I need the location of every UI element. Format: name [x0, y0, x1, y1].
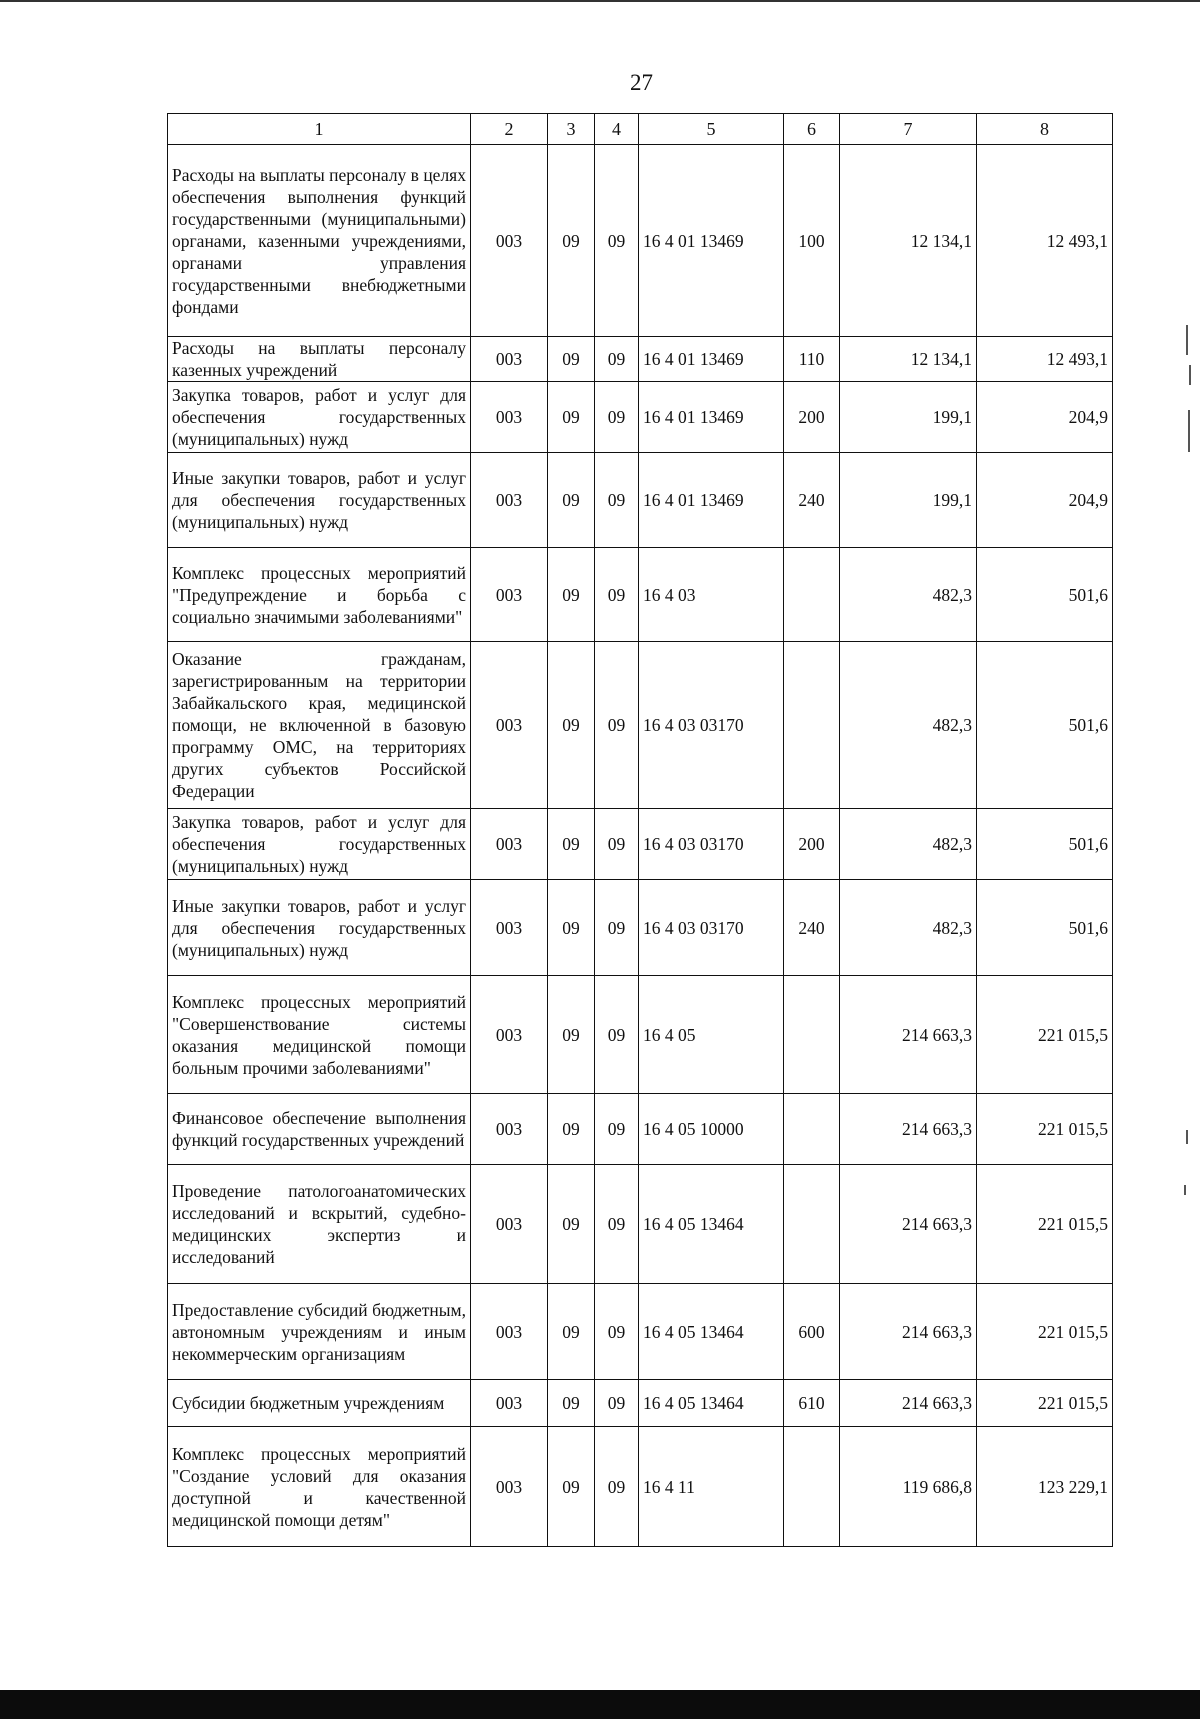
target-article-code: 16 4 01 13469: [639, 382, 784, 453]
expense-type-code: [784, 548, 840, 642]
table-row: [168, 1284, 1113, 1380]
expense-type-code: 200: [784, 809, 840, 880]
section-code: 09: [548, 337, 595, 382]
section-code: 09: [548, 1427, 595, 1547]
table-row: [168, 382, 1113, 453]
row-description: Субсидии бюджетным учреждениям: [168, 1380, 471, 1427]
header-col-5: 5: [639, 114, 784, 145]
scan-artifact: [1189, 365, 1191, 385]
row-description: Закупка товаров, работ и услуг для обеспечения государственных (муниципальных) нужд: [168, 809, 471, 880]
expense-type-code: [784, 642, 840, 809]
amount-col-7: 214 663,3: [840, 976, 977, 1094]
target-article-code: 16 4 03 03170: [639, 880, 784, 976]
section-code: 09: [548, 145, 595, 337]
target-article-code: 16 4 03 03170: [639, 642, 784, 809]
amount-col-7: 482,3: [840, 642, 977, 809]
table-row: [168, 809, 1113, 880]
amount-col-7: 482,3: [840, 809, 977, 880]
header-col-8: 8: [977, 114, 1113, 145]
target-article-code: 16 4 05 13464: [639, 1165, 784, 1284]
amount-col-8: 221 015,5: [977, 976, 1113, 1094]
header-col-6: 6: [784, 114, 840, 145]
expense-type-code: [784, 1165, 840, 1284]
amount-col-7: 119 686,8: [840, 1427, 977, 1547]
scan-bottom-edge: [0, 1690, 1200, 1719]
subsection-code: 09: [595, 1094, 639, 1165]
row-description: Иные закупки товаров, работ и услуг для обеспечения государственных (муниципальных) нужд: [168, 453, 471, 548]
target-article-code: 16 4 05: [639, 976, 784, 1094]
amount-col-7: 12 134,1: [840, 337, 977, 382]
expense-type-code: [784, 1094, 840, 1165]
ministry-code: 003: [471, 1094, 548, 1165]
ministry-code: 003: [471, 1380, 548, 1427]
header-col-7: 7: [840, 114, 977, 145]
table-row: [168, 337, 1113, 382]
amount-col-8: 12 493,1: [977, 337, 1113, 382]
section-code: 09: [548, 1094, 595, 1165]
section-code: 09: [548, 1380, 595, 1427]
section-code: 09: [548, 453, 595, 548]
section-code: 09: [548, 809, 595, 880]
row-description: Комплекс процессных мероприятий "Предупреждение и борьба с социально значимыми заболеваниями": [168, 548, 471, 642]
table-row: [168, 1165, 1113, 1284]
expense-type-code: 110: [784, 337, 840, 382]
table-row: [168, 1427, 1113, 1547]
subsection-code: 09: [595, 880, 639, 976]
row-description: Закупка товаров, работ и услуг для обеспечения государственных (муниципальных) нужд: [168, 382, 471, 453]
expense-type-code: 240: [784, 880, 840, 976]
expense-type-code: 100: [784, 145, 840, 337]
expense-type-code: 200: [784, 382, 840, 453]
ministry-code: 003: [471, 548, 548, 642]
subsection-code: 09: [595, 337, 639, 382]
scan-artifact: [1186, 1130, 1188, 1144]
ministry-code: 003: [471, 1284, 548, 1380]
target-article-code: 16 4 05 13464: [639, 1284, 784, 1380]
ministry-code: 003: [471, 453, 548, 548]
table-row: [168, 453, 1113, 548]
scan-artifact: [1186, 325, 1188, 355]
amount-col-7: 214 663,3: [840, 1094, 977, 1165]
expense-type-code: 600: [784, 1284, 840, 1380]
subsection-code: 09: [595, 1427, 639, 1547]
target-article-code: 16 4 11: [639, 1427, 784, 1547]
row-description: Иные закупки товаров, работ и услуг для обеспечения государственных (муниципальных) нужд: [168, 880, 471, 976]
amount-col-7: 199,1: [840, 382, 977, 453]
amount-col-8: 204,9: [977, 382, 1113, 453]
expense-type-code: 610: [784, 1380, 840, 1427]
ministry-code: 003: [471, 880, 548, 976]
subsection-code: 09: [595, 976, 639, 1094]
header-col-1: 1: [168, 114, 471, 145]
target-article-code: 16 4 03: [639, 548, 784, 642]
subsection-code: 09: [595, 548, 639, 642]
target-article-code: 16 4 01 13469: [639, 145, 784, 337]
section-code: 09: [548, 1284, 595, 1380]
table-row: [168, 548, 1113, 642]
amount-col-7: 214 663,3: [840, 1165, 977, 1284]
header-row: [168, 114, 1113, 145]
subsection-code: 09: [595, 1165, 639, 1284]
ministry-code: 003: [471, 337, 548, 382]
amount-col-7: 482,3: [840, 548, 977, 642]
subsection-code: 09: [595, 1380, 639, 1427]
amount-col-7: 214 663,3: [840, 1284, 977, 1380]
section-code: 09: [548, 382, 595, 453]
amount-col-7: 12 134,1: [840, 145, 977, 337]
amount-col-8: 12 493,1: [977, 145, 1113, 337]
subsection-code: 09: [595, 453, 639, 548]
ministry-code: 003: [471, 809, 548, 880]
ministry-code: 003: [471, 1427, 548, 1547]
budget-table: [167, 113, 1113, 1547]
amount-col-8: 501,6: [977, 548, 1113, 642]
row-description: Финансовое обеспечение выполнения функций государственных учреждений: [168, 1094, 471, 1165]
amount-col-8: 221 015,5: [977, 1094, 1113, 1165]
row-description: Оказание гражданам, зарегистрированным на территории Забайкальского края, медицинской помощи, не включенной в базовую программу ОМС, на территориях других субъектов Российской Федерации: [168, 642, 471, 809]
section-code: 09: [548, 880, 595, 976]
row-description: Расходы на выплаты персоналу казенных учреждений: [168, 337, 471, 382]
section-code: 09: [548, 1165, 595, 1284]
expense-type-code: 240: [784, 453, 840, 548]
subsection-code: 09: [595, 145, 639, 337]
section-code: 09: [548, 642, 595, 809]
section-code: 09: [548, 548, 595, 642]
table-row: [168, 976, 1113, 1094]
amount-col-8: 501,6: [977, 642, 1113, 809]
header-col-2: 2: [471, 114, 548, 145]
amount-col-8: 221 015,5: [977, 1284, 1113, 1380]
amount-col-8: 221 015,5: [977, 1165, 1113, 1284]
table-row: [168, 880, 1113, 976]
ministry-code: 003: [471, 382, 548, 453]
table-row: [168, 642, 1113, 809]
row-description: Комплекс процессных мероприятий "Совершенствование системы оказания медицинской помощи больным прочими заболеваниями": [168, 976, 471, 1094]
target-article-code: 16 4 01 13469: [639, 453, 784, 548]
amount-col-8: 221 015,5: [977, 1380, 1113, 1427]
row-description: Расходы на выплаты персоналу в целях обеспечения выполнения функций государственными (муниципальными) органами, казенными учреждениями, органами управления государственными внебюджетными фондами: [168, 145, 471, 337]
subsection-code: 09: [595, 1284, 639, 1380]
target-article-code: 16 4 05 10000: [639, 1094, 784, 1165]
amount-col-7: 214 663,3: [840, 1380, 977, 1427]
ministry-code: 003: [471, 642, 548, 809]
row-description: Предоставление субсидий бюджетным, автономным учреждениям и иным некоммерческим организациям: [168, 1284, 471, 1380]
section-code: 09: [548, 976, 595, 1094]
expense-type-code: [784, 976, 840, 1094]
subsection-code: 09: [595, 809, 639, 880]
header-col-4: 4: [595, 114, 639, 145]
amount-col-8: 501,6: [977, 809, 1113, 880]
amount-col-7: 482,3: [840, 880, 977, 976]
amount-col-7: 199,1: [840, 453, 977, 548]
amount-col-8: 501,6: [977, 880, 1113, 976]
ministry-code: 003: [471, 145, 548, 337]
row-description: Проведение патологоанатомических исследований и вскрытий, судебно-медицинских экспертиз и исследований: [168, 1165, 471, 1284]
header-col-3: 3: [548, 114, 595, 145]
table-row: [168, 145, 1113, 337]
amount-col-8: 123 229,1: [977, 1427, 1113, 1547]
row-description: Комплекс процессных мероприятий "Создание условий для оказания доступной и качественной медицинской помощи детям": [168, 1427, 471, 1547]
expense-type-code: [784, 1427, 840, 1547]
subsection-code: 09: [595, 642, 639, 809]
scan-top-edge: [0, 0, 1200, 2]
target-article-code: 16 4 01 13469: [639, 337, 784, 382]
subsection-code: 09: [595, 382, 639, 453]
target-article-code: 16 4 05 13464: [639, 1380, 784, 1427]
ministry-code: 003: [471, 1165, 548, 1284]
table-row: [168, 1380, 1113, 1427]
scan-artifact: [1184, 1185, 1186, 1195]
target-article-code: 16 4 03 03170: [639, 809, 784, 880]
amount-col-8: 204,9: [977, 453, 1113, 548]
scan-artifact: [1188, 410, 1190, 452]
ministry-code: 003: [471, 976, 548, 1094]
page-number: 27: [630, 70, 653, 95]
table-row: [168, 1094, 1113, 1165]
